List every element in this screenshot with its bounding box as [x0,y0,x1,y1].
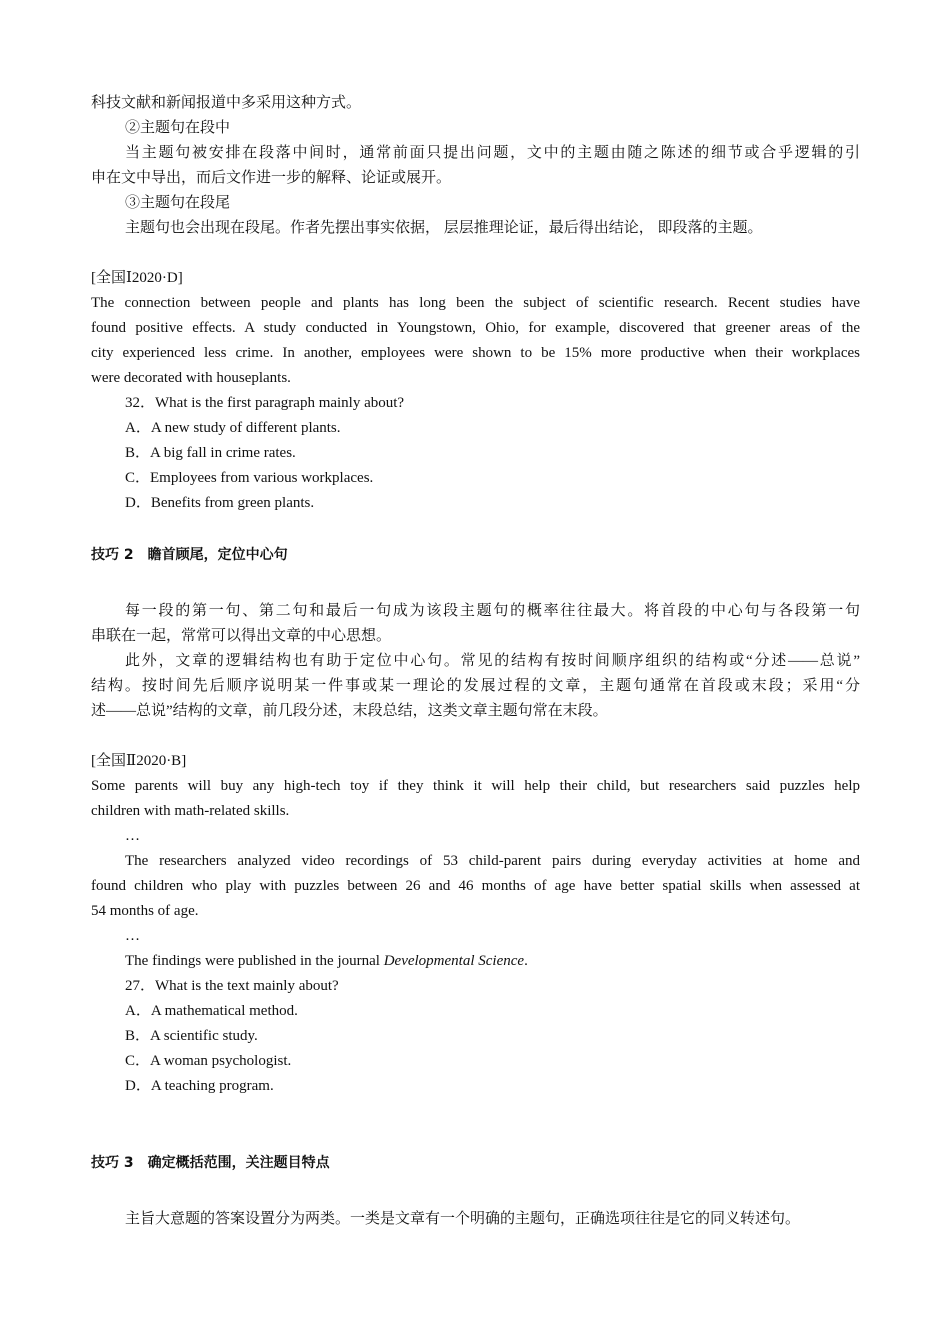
question: 32．What is the first paragraph mainly about? [125,395,405,411]
text-line: 串联在一起，常常可以得出文章的中心思想。 [91,628,392,644]
option: C．Employees from various workplaces. [125,470,374,486]
text-line: 申在文中导出，而后文作进一步的解释、论证或展开。 [91,170,452,186]
ellipsis: … [125,928,140,944]
subheading-middle: ②主题句在段中 [125,120,231,136]
text-line: 每一段的第一句、第二句和最后一句成为该段主题句的概率往往最大。将首段的中心句与各段第一句 [125,603,860,619]
option: D．A teaching program. [125,1078,274,1094]
findings-text: The findings were published in the journal [125,953,384,969]
passage-line [125,949,860,974]
passage-line: Some parents will buy any high-tech toy if they think it will help their child, but researchers said puzzles help [91,778,860,794]
question: 27．What is the text mainly about? [125,978,339,994]
option: B．A scientific study. [125,1028,258,1044]
passage-line: children with math-related skills. [91,803,290,819]
option: D．Benefits from green plants. [125,495,315,511]
text-line: 主题句也会出现在段尾。作者先摆出事实依据， 层层推理论证，最后得出结论， 即段落的主题。 [125,220,763,236]
subheading-end: ③主题句在段尾 [125,195,231,211]
journal-title: Developmental Science [383,953,525,969]
passage-line: city experienced less crime. In another, employees were shown to be 15% more productive when their workplaces [91,345,860,361]
text-line: 述——总说”结构的文章，前几段分述，末段总结，这类文章主题句常在末段。 [91,703,608,719]
passage-line: found children who play with puzzles between 26 and 46 months of age have better spatial skills when assessed at [91,878,860,894]
passage-line: 54 months of age. [91,903,199,919]
option: C．A woman psychologist. [125,1053,292,1069]
passage-line: were decorated with houseplants. [91,370,291,386]
section-heading: 技巧 3 确定概括范围，关注题目特点 [91,1155,330,1171]
option: A．A new study of different plants. [125,420,341,436]
text-line: 结构。按时间先后顺序说明某一件事或某一理论的发展过程的文章，主题句通常在首段或末段；采用“分 [91,678,860,694]
ellipsis: … [125,828,140,844]
passage-line: found positive effects. A study conducted in Youngstown, Ohio, for example, discovered that greener areas of the [91,320,860,336]
findings-end: . [524,953,528,969]
text-line: 科技文献和新闻报道中多采用这种方式。 [91,95,362,111]
section-heading: 技巧 2 瞻首顾尾，定位中心句 [91,547,288,563]
text-line: 主旨大意题的答案设置分为两类。一类是文章有一个明确的主题句，正确选项往往是它的同义转述句。 [125,1211,801,1227]
exam-source: [全国Ⅱ2020·B] [91,753,187,769]
text-line: 当主题句被安排在段落中间时，通常前面只提出问题，文中的主题由随之陈述的细节或合乎逻辑的引 [125,145,860,161]
text-line: 此外，文章的逻辑结构也有助于定位中心句。常见的结构有按时间顺序组织的结构或“分述——总说” [125,653,860,669]
option: B．A big fall in crime rates. [125,445,296,461]
passage-line: The connection between people and plants has long been the subject of scientific research. Recent studies have [91,295,860,311]
exam-source: [全国Ⅰ2020·D] [91,270,183,286]
passage-line: The researchers analyzed video recordings of 53 child-parent pairs during everyday activities at home and [125,853,860,869]
option: A．A mathematical method. [125,1003,298,1019]
